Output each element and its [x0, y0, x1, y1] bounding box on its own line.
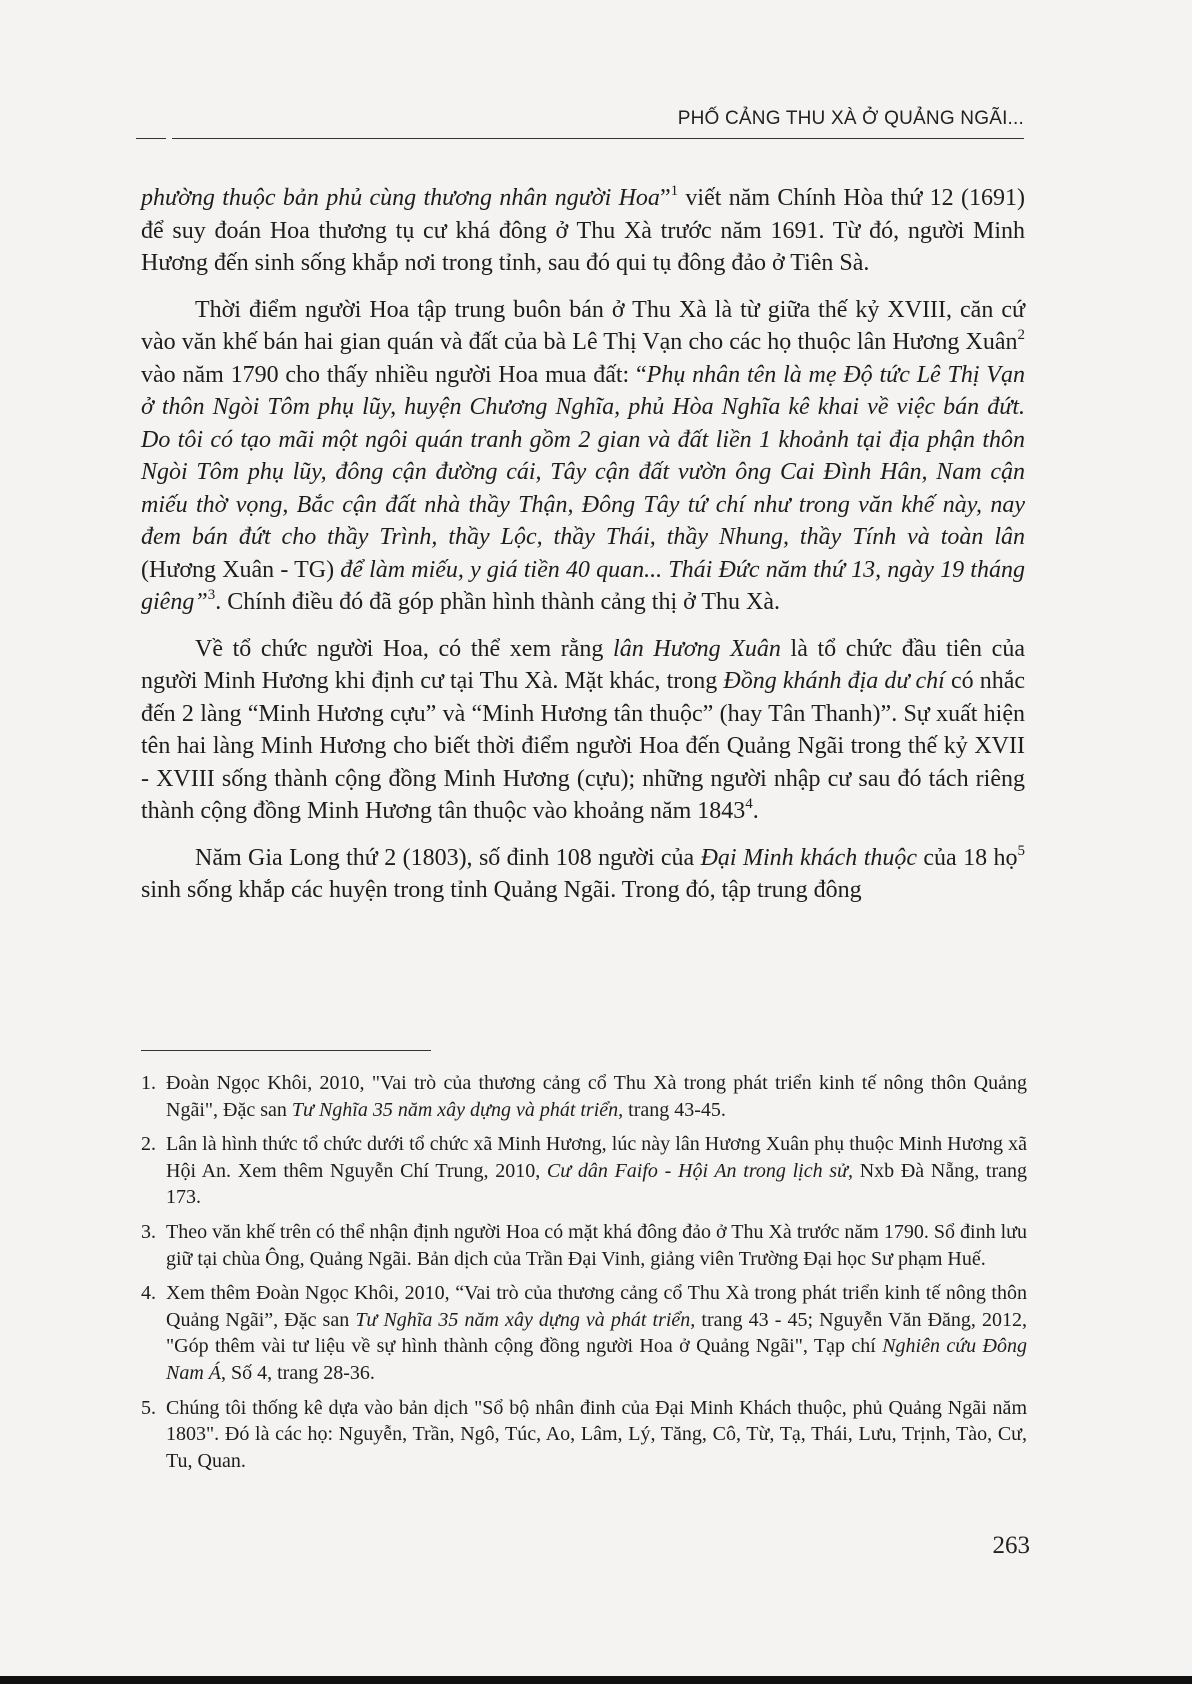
footnote-ref-3: 3	[207, 587, 216, 603]
footnote-italic-a: Tư Nghĩa 35 năm xây dựng và phát triển,	[355, 1308, 696, 1331]
footnote-text-a: Theo văn khế trên có thể nhận định người Hoa có mặt khá đông đảo ở Thu Xà trước năm 1790. Sổ đinh lưu giữ tại chùa Ông, Quảng Ngãi. Bản dịch của Trần Đại Vinh, giảng viên Trường Đại học Sư phạm Huế.	[166, 1220, 1027, 1270]
footnote-text-b: trang 43-45.	[623, 1098, 726, 1121]
footnote-ref-2: 2	[1017, 327, 1025, 343]
p3-text-a: Về tổ chức người Hoa, có thể xem rằng	[195, 635, 614, 662]
footnote-text	[166, 1131, 1027, 1211]
footnote-text-a: Đoàn Ngọc Khôi, 2010, "Vai trò của thương cảng cổ Thu Xà trong phát triển kinh tế nông thôn Quảng Ngãi", Đặc san	[166, 1072, 1027, 1121]
footnote-text-c: , Số 4, trang 28-36.	[221, 1361, 375, 1384]
p2-text-a: Thời điểm người Hoa tập trung buôn bán ở Thu Xà là từ giữa thế kỷ XVIII, căn cứ vào văn khế bán hai gian quán và đất của bà Lê Thị Vạn cho các họ thuộc lân Hương Xuân	[141, 296, 1025, 355]
footnote-text-a: Chúng tôi thống kê dựa vào bản dịch "Sổ bộ nhân đinh của Đại Minh Khách thuộc, phủ Quảng Ngãi năm 1803". Đó là các họ: Nguyễn, Trần, Ngô, Túc, Ao, Lâm, Lý, Tăng, Cô, Từ, Tạ, Thái, Lưu, Trịnh, Tào, Cư, Tu, Quan.	[166, 1396, 1027, 1472]
footnote-text	[166, 1280, 1027, 1386]
footnote-italic-a: Tư Nghĩa 35 năm xây dựng và phát triển,	[291, 1098, 624, 1121]
footnote-item	[141, 1395, 1027, 1475]
p2-italic-quote-end: để làm miếu, y giá tiền 40 quan... Thái Đức năm thứ 13, ngày 19 tháng giêng	[141, 556, 1025, 615]
footnote-text	[166, 1219, 1027, 1272]
footnote-item	[141, 1219, 1027, 1272]
footnote-italic-a: Cư dân Faifo - Hội An trong lịch sử,	[546, 1159, 853, 1182]
footnote-separator	[141, 1050, 431, 1051]
header-rule	[172, 138, 1024, 139]
footnote-text	[166, 1070, 1027, 1123]
p1-close-quote: ”	[659, 185, 671, 211]
footnote-text-a: Xem thêm Đoàn Ngọc Khôi, 2010, “Vai trò của thương cảng cổ Thu Xà trong phát triển kinh tế nông thôn Quảng Ngãi”, Đặc san	[166, 1282, 1027, 1331]
footnote-item	[141, 1280, 1027, 1386]
footnote-item	[141, 1070, 1027, 1123]
p1-text: viết năm Chính Hòa thứ 12 (1691) để suy đoán Hoa thương tụ cư khá đông ở Thu Xà trước năm 1691. Từ đó, người Minh Hương đến sinh sống khắp nơi trong tỉnh, sau đó qui tụ đông đảo ở Tiên Sà.	[141, 185, 1025, 276]
p3-text-d: .	[752, 798, 759, 824]
running-header: PHỐ CẢNG THU XÀ Ở QUẢNG NGÃI...	[677, 108, 1024, 129]
footnote-text-b: trang 43 - 45; Nguyễn Văn Đăng, 2012, "Góp thêm vài tư liệu về sự hình thành cộng đồng người Hoa ở Quảng Ngãi", Tạp chí	[166, 1308, 1027, 1358]
p3-italic-b: Đồng khánh địa dư chí	[723, 668, 945, 694]
footnote-number: 2.	[141, 1133, 156, 1156]
p4-text-b: của 18 họ	[917, 844, 1018, 871]
p3-italic-a: lân Hương Xuân	[613, 635, 781, 662]
footnote-number: 4.	[141, 1282, 156, 1305]
scan-edge	[0, 1676, 1192, 1684]
footnote-number: 5.	[141, 1396, 156, 1419]
footnote-text-b: Nxb Đà Nẵng, trang 173.	[166, 1159, 1027, 1209]
p1-italic-lead: phường thuộc bản phủ cùng thương nhân người Hoa	[141, 185, 660, 211]
p2-italic-quote: Phụ nhân tên là mẹ Độ tức Lê Thị Vạn ở thôn Ngòi Tôm phụ lũy, huyện Chương Nghĩa, phủ Hòa Nghĩa kê khai về việc bán đứt. Do tôi có tạo mãi một ngôi quán tranh gồm 2 gian và đất liền 1 khoảnh tại địa phận thôn Ngòi Tôm phụ lũy, đông cận đường cái, Tây cận đất vườn ông Cai Đình Hân, Nam cận miếu thờ vọng, Bắc cận đất nhà thầy Thận, Đông Tây tứ chí như trong văn khế này, nay đem bán đứt cho thầy Trình, thầy Lộc, thầy Thái, thầy Nhung, thầy Tính và toàn lân	[141, 361, 1025, 550]
p4-text-c: sinh sống khắp các huyện trong tỉnh Quảng Ngãi. Trong đó, tập trung đông	[141, 877, 862, 903]
footnote-ref-4: 4	[745, 796, 753, 812]
page-number: 263	[992, 1532, 1030, 1559]
p3-text-c: có nhắc đến 2 làng “Minh Hương cựu” và “Minh Hương tân thuộc” (hay Tân Thanh)”. Sự xuất hiện tên hai làng Minh Hương cho biết thời điểm người Hoa đến Quảng Ngãi trong thế kỷ XVII - XVIII sống thành cộng đồng Minh Hương (cựu); những người nhập cư sau đó tách riêng thành cộng đồng Minh Hương tân thuộc vào khoảng năm 1843	[141, 668, 1025, 824]
footnote-ref-5: 5	[1017, 842, 1025, 859]
p4-italic-a: Đại Minh khách thuộc	[700, 844, 918, 871]
paragraph-2	[141, 294, 1025, 619]
p3-text-b: là tổ chức đầu tiên của người Minh Hương khi định cư tại Thu Xà. Mặt khác, trong	[141, 635, 1025, 694]
body-text	[141, 182, 1025, 921]
footnote-text	[166, 1395, 1027, 1475]
footnote-ref-1: 1	[670, 183, 679, 199]
footnote-number: 1.	[141, 1072, 156, 1094]
footnote-italic-b: Nghiên cứu Đông Nam Á	[166, 1335, 1027, 1384]
p2-text-c: (Hương Xuân - TG)	[141, 556, 341, 583]
p2-text-d: . Chính điều đó đã góp phần hình thành cảng thị ở Thu Xà.	[215, 589, 781, 615]
header-rule-dash	[136, 138, 166, 139]
paragraph-1	[141, 182, 1025, 280]
footnote-item	[141, 1131, 1027, 1211]
paragraph-4	[141, 842, 1025, 907]
p4-text-a: Năm Gia Long thứ 2 (1803), số đinh 108 người của	[195, 844, 701, 871]
footnote-text-a: Lân là hình thức tổ chức dưới tổ chức xã Minh Hương, lúc này lân Hương Xuân phụ thuộc Minh Hương xã Hội An. Xem thêm Nguyễn Chí Trung, 2010,	[166, 1133, 1027, 1182]
p2-close-quote: ”	[194, 589, 208, 615]
footnote-number: 3.	[141, 1220, 156, 1243]
p2-text-b: vào năm 1790 cho thấy nhiều người Hoa mua đất: “	[141, 361, 647, 388]
footnotes	[141, 1070, 1027, 1482]
paragraph-3	[141, 633, 1025, 828]
